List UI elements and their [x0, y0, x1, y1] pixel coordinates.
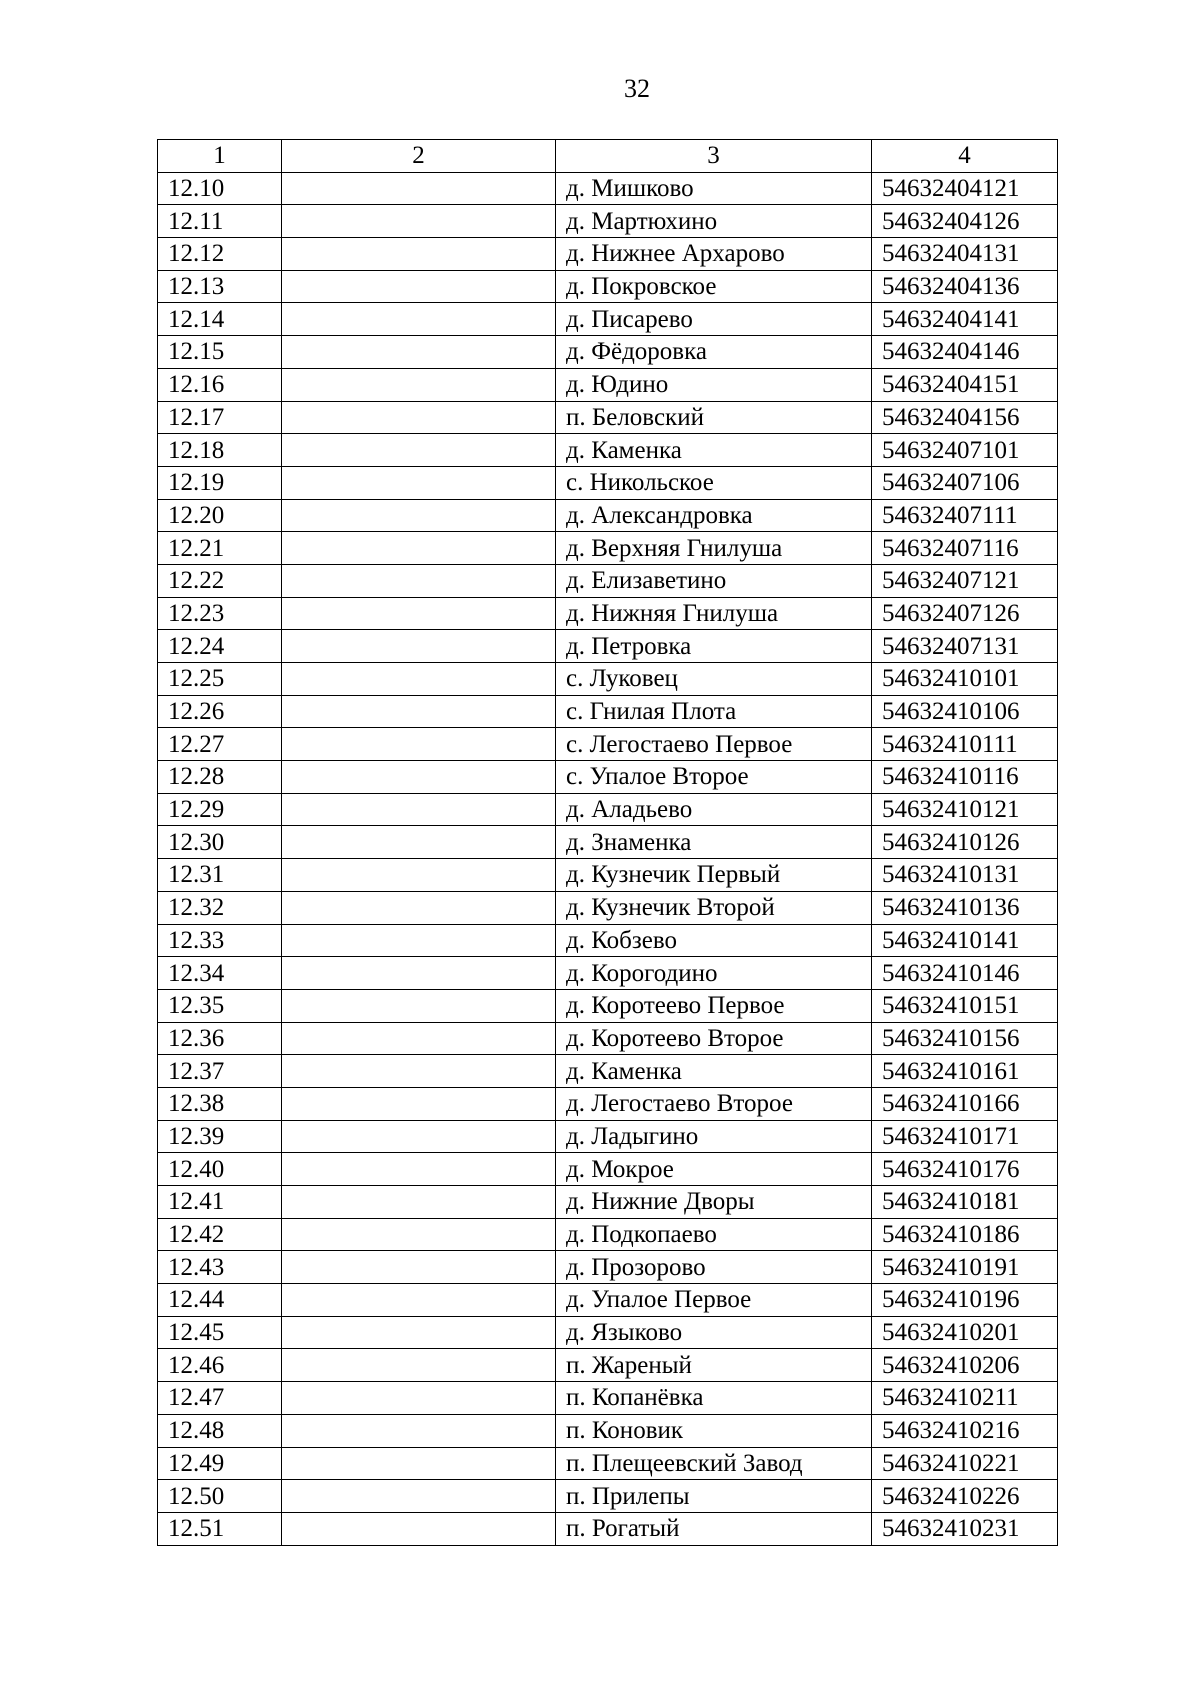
column-2-cell — [282, 728, 556, 761]
row-number-cell: 12.44 — [158, 1284, 282, 1317]
row-number-cell: 12.14 — [158, 303, 282, 336]
column-2-cell — [282, 564, 556, 597]
settlement-name-cell: с. Гнилая Плота — [556, 695, 872, 728]
table-row — [158, 564, 1058, 597]
column-header-3: 3 — [556, 140, 872, 173]
row-number-cell: 12.50 — [158, 1480, 282, 1513]
column-header-4: 4 — [872, 140, 1058, 173]
table-row — [158, 401, 1058, 434]
column-2-cell — [282, 1186, 556, 1219]
row-number-cell: 12.26 — [158, 695, 282, 728]
oktmo-code-cell: 54632410101 — [872, 663, 1058, 696]
column-2-cell — [282, 761, 556, 794]
table-row — [158, 205, 1058, 238]
column-2-cell — [282, 1218, 556, 1251]
row-number-cell: 12.13 — [158, 270, 282, 303]
oktmo-code-cell: 54632404131 — [872, 238, 1058, 271]
oktmo-code-cell: 54632407106 — [872, 466, 1058, 499]
table-row — [158, 989, 1058, 1022]
oktmo-code-cell: 54632410231 — [872, 1512, 1058, 1545]
settlement-table — [157, 139, 1058, 1546]
row-number-cell: 12.45 — [158, 1316, 282, 1349]
settlement-name-cell: д. Александровка — [556, 499, 872, 532]
settlement-name-cell: д. Писарево — [556, 303, 872, 336]
oktmo-code-cell: 54632410191 — [872, 1251, 1058, 1284]
oktmo-code-cell: 54632404151 — [872, 368, 1058, 401]
table-row — [158, 1284, 1058, 1317]
settlement-name-cell: п. Жареный — [556, 1349, 872, 1382]
settlement-name-cell: д. Коротеево Второе — [556, 1022, 872, 1055]
oktmo-code-cell: 54632410176 — [872, 1153, 1058, 1186]
oktmo-code-cell: 54632410121 — [872, 793, 1058, 826]
settlement-name-cell: д. Корогодино — [556, 957, 872, 990]
settlement-name-cell: д. Мишково — [556, 172, 872, 205]
settlement-name-cell: п. Прилепы — [556, 1480, 872, 1513]
column-2-cell — [282, 1414, 556, 1447]
oktmo-code-cell: 54632410216 — [872, 1414, 1058, 1447]
column-2-cell — [282, 238, 556, 271]
row-number-cell: 12.12 — [158, 238, 282, 271]
table-row — [158, 466, 1058, 499]
row-number-cell: 12.15 — [158, 336, 282, 369]
table-row — [158, 1087, 1058, 1120]
row-number-cell: 12.36 — [158, 1022, 282, 1055]
column-2-cell — [282, 1480, 556, 1513]
settlement-name-cell: п. Коновик — [556, 1414, 872, 1447]
table-header-row — [158, 140, 1058, 173]
oktmo-code-cell: 54632407116 — [872, 532, 1058, 565]
row-number-cell: 12.37 — [158, 1055, 282, 1088]
table-row — [158, 695, 1058, 728]
page-number: 32 — [624, 74, 650, 103]
oktmo-code-cell: 54632410151 — [872, 989, 1058, 1022]
table-row — [158, 434, 1058, 467]
row-number-cell: 12.25 — [158, 663, 282, 696]
settlement-name-cell: п. Беловский — [556, 401, 872, 434]
settlement-name-cell: п. Рогатый — [556, 1512, 872, 1545]
column-2-cell — [282, 989, 556, 1022]
table-row — [158, 532, 1058, 565]
column-2-cell — [282, 924, 556, 957]
row-number-cell: 12.29 — [158, 793, 282, 826]
oktmo-code-cell: 54632404126 — [872, 205, 1058, 238]
settlement-name-cell: д. Покровское — [556, 270, 872, 303]
row-number-cell: 12.33 — [158, 924, 282, 957]
settlement-name-cell: д. Ладыгино — [556, 1120, 872, 1153]
oktmo-code-cell: 54632404136 — [872, 270, 1058, 303]
column-2-cell — [282, 1055, 556, 1088]
row-number-cell: 12.21 — [158, 532, 282, 565]
table-row — [158, 761, 1058, 794]
column-2-cell — [282, 303, 556, 336]
oktmo-code-cell: 54632410126 — [872, 826, 1058, 859]
settlement-name-cell: с. Луковец — [556, 663, 872, 696]
row-number-cell: 12.19 — [158, 466, 282, 499]
table-row — [158, 1153, 1058, 1186]
table-row — [158, 172, 1058, 205]
row-number-cell: 12.49 — [158, 1447, 282, 1480]
column-2-cell — [282, 1447, 556, 1480]
oktmo-code-cell: 54632410141 — [872, 924, 1058, 957]
settlement-name-cell: д. Мокрое — [556, 1153, 872, 1186]
table-body — [158, 172, 1058, 1545]
row-number-cell: 12.46 — [158, 1349, 282, 1382]
settlement-name-cell: д. Кузнечик Первый — [556, 859, 872, 892]
table-row — [158, 1447, 1058, 1480]
column-2-cell — [282, 532, 556, 565]
table-row — [158, 303, 1058, 336]
table-row — [158, 891, 1058, 924]
oktmo-code-cell: 54632410181 — [872, 1186, 1058, 1219]
oktmo-code-cell: 54632404121 — [872, 172, 1058, 205]
column-2-cell — [282, 466, 556, 499]
oktmo-code-cell: 54632410206 — [872, 1349, 1058, 1382]
column-2-cell — [282, 1316, 556, 1349]
oktmo-code-cell: 54632410166 — [872, 1087, 1058, 1120]
row-number-cell: 12.23 — [158, 597, 282, 630]
settlement-name-cell: д. Кобзево — [556, 924, 872, 957]
column-2-cell — [282, 630, 556, 663]
table-row — [158, 1414, 1058, 1447]
column-header-2: 2 — [282, 140, 556, 173]
column-2-cell — [282, 1087, 556, 1120]
oktmo-code-cell: 54632407131 — [872, 630, 1058, 663]
column-2-cell — [282, 205, 556, 238]
column-2-cell — [282, 1512, 556, 1545]
settlement-name-cell: д. Нижняя Гнилуша — [556, 597, 872, 630]
settlement-name-cell: с. Легостаево Первое — [556, 728, 872, 761]
row-number-cell: 12.35 — [158, 989, 282, 1022]
column-2-cell — [282, 434, 556, 467]
column-2-cell — [282, 957, 556, 990]
settlement-name-cell: д. Прозорово — [556, 1251, 872, 1284]
table-row — [158, 1316, 1058, 1349]
oktmo-code-cell: 54632410111 — [872, 728, 1058, 761]
oktmo-code-cell: 54632410116 — [872, 761, 1058, 794]
row-number-cell: 12.30 — [158, 826, 282, 859]
settlement-name-cell: д. Знаменка — [556, 826, 872, 859]
oktmo-code-cell: 54632410226 — [872, 1480, 1058, 1513]
settlement-name-cell: д. Петровка — [556, 630, 872, 663]
row-number-cell: 12.18 — [158, 434, 282, 467]
table-row — [158, 597, 1058, 630]
settlement-name-cell: д. Коротеево Первое — [556, 989, 872, 1022]
column-2-cell — [282, 859, 556, 892]
row-number-cell: 12.10 — [158, 172, 282, 205]
table-row — [158, 499, 1058, 532]
oktmo-code-cell: 54632410146 — [872, 957, 1058, 990]
settlement-name-cell: п. Плещеевский Завод — [556, 1447, 872, 1480]
table-row — [158, 957, 1058, 990]
column-2-cell — [282, 891, 556, 924]
column-2-cell — [282, 1022, 556, 1055]
settlement-name-cell: д. Мартюхино — [556, 205, 872, 238]
column-2-cell — [282, 793, 556, 826]
table-row — [158, 368, 1058, 401]
row-number-cell: 12.48 — [158, 1414, 282, 1447]
row-number-cell: 12.43 — [158, 1251, 282, 1284]
oktmo-code-cell: 54632407126 — [872, 597, 1058, 630]
oktmo-code-cell: 54632404146 — [872, 336, 1058, 369]
row-number-cell: 12.11 — [158, 205, 282, 238]
oktmo-code-cell: 54632410211 — [872, 1382, 1058, 1415]
oktmo-code-cell: 54632404156 — [872, 401, 1058, 434]
table-row — [158, 336, 1058, 369]
row-number-cell: 12.40 — [158, 1153, 282, 1186]
oktmo-code-cell: 54632410186 — [872, 1218, 1058, 1251]
column-2-cell — [282, 826, 556, 859]
column-2-cell — [282, 1382, 556, 1415]
oktmo-code-cell: 54632410171 — [872, 1120, 1058, 1153]
oktmo-code-cell: 54632410131 — [872, 859, 1058, 892]
row-number-cell: 12.28 — [158, 761, 282, 794]
table-row — [158, 1251, 1058, 1284]
row-number-cell: 12.41 — [158, 1186, 282, 1219]
row-number-cell: 12.31 — [158, 859, 282, 892]
settlement-name-cell: д. Фёдоровка — [556, 336, 872, 369]
column-2-cell — [282, 270, 556, 303]
table-row — [158, 1186, 1058, 1219]
settlement-name-cell: д. Каменка — [556, 1055, 872, 1088]
settlement-name-cell: д. Нижнее Архарово — [556, 238, 872, 271]
column-2-cell — [282, 597, 556, 630]
settlement-name-cell: д. Упалое Первое — [556, 1284, 872, 1317]
table-row — [158, 1055, 1058, 1088]
settlement-name-cell: д. Подкопаево — [556, 1218, 872, 1251]
column-2-cell — [282, 1153, 556, 1186]
row-number-cell: 12.16 — [158, 368, 282, 401]
oktmo-code-cell: 54632410106 — [872, 695, 1058, 728]
oktmo-code-cell: 54632410201 — [872, 1316, 1058, 1349]
table-row — [158, 1349, 1058, 1382]
column-2-cell — [282, 172, 556, 205]
table-row — [158, 728, 1058, 761]
oktmo-code-cell: 54632410136 — [872, 891, 1058, 924]
column-2-cell — [282, 1251, 556, 1284]
settlement-name-cell: д. Кузнечик Второй — [556, 891, 872, 924]
table-row — [158, 1382, 1058, 1415]
table-row — [158, 663, 1058, 696]
column-2-cell — [282, 1349, 556, 1382]
row-number-cell: 12.32 — [158, 891, 282, 924]
column-header-1: 1 — [158, 140, 282, 173]
table-row — [158, 859, 1058, 892]
settlement-name-cell: д. Языково — [556, 1316, 872, 1349]
table-row — [158, 1218, 1058, 1251]
column-2-cell — [282, 1284, 556, 1317]
table-row — [158, 1480, 1058, 1513]
settlement-name-cell: с. Никольское — [556, 466, 872, 499]
row-number-cell: 12.20 — [158, 499, 282, 532]
row-number-cell: 12.39 — [158, 1120, 282, 1153]
row-number-cell: 12.27 — [158, 728, 282, 761]
column-2-cell — [282, 401, 556, 434]
oktmo-code-cell: 54632407101 — [872, 434, 1058, 467]
column-2-cell — [282, 695, 556, 728]
settlement-name-cell: д. Каменка — [556, 434, 872, 467]
row-number-cell: 12.51 — [158, 1512, 282, 1545]
row-number-cell: 12.34 — [158, 957, 282, 990]
oktmo-code-cell: 54632410156 — [872, 1022, 1058, 1055]
table-row — [158, 1022, 1058, 1055]
table-row — [158, 238, 1058, 271]
table-row — [158, 924, 1058, 957]
oktmo-code-cell: 54632407121 — [872, 564, 1058, 597]
table-row — [158, 270, 1058, 303]
oktmo-code-cell: 54632404141 — [872, 303, 1058, 336]
table-row — [158, 793, 1058, 826]
column-2-cell — [282, 663, 556, 696]
column-2-cell — [282, 368, 556, 401]
oktmo-code-cell: 54632410196 — [872, 1284, 1058, 1317]
settlement-name-cell: п. Копанёвка — [556, 1382, 872, 1415]
table-row — [158, 1120, 1058, 1153]
column-2-cell — [282, 1120, 556, 1153]
row-number-cell: 12.38 — [158, 1087, 282, 1120]
row-number-cell: 12.22 — [158, 564, 282, 597]
row-number-cell: 12.24 — [158, 630, 282, 663]
settlement-name-cell: д. Юдино — [556, 368, 872, 401]
column-2-cell — [282, 336, 556, 369]
table-row — [158, 826, 1058, 859]
oktmo-code-cell: 54632410221 — [872, 1447, 1058, 1480]
settlement-name-cell: д. Верхняя Гнилуша — [556, 532, 872, 565]
row-number-cell: 12.17 — [158, 401, 282, 434]
settlement-name-cell: д. Аладьево — [556, 793, 872, 826]
settlement-name-cell: с. Упалое Второе — [556, 761, 872, 794]
table-row — [158, 1512, 1058, 1545]
settlement-name-cell: д. Легостаево Второе — [556, 1087, 872, 1120]
table-row — [158, 630, 1058, 663]
settlement-name-cell: д. Нижние Дворы — [556, 1186, 872, 1219]
column-2-cell — [282, 499, 556, 532]
oktmo-code-cell: 54632407111 — [872, 499, 1058, 532]
oktmo-code-cell: 54632410161 — [872, 1055, 1058, 1088]
row-number-cell: 12.42 — [158, 1218, 282, 1251]
row-number-cell: 12.47 — [158, 1382, 282, 1415]
settlement-name-cell: д. Елизаветино — [556, 564, 872, 597]
